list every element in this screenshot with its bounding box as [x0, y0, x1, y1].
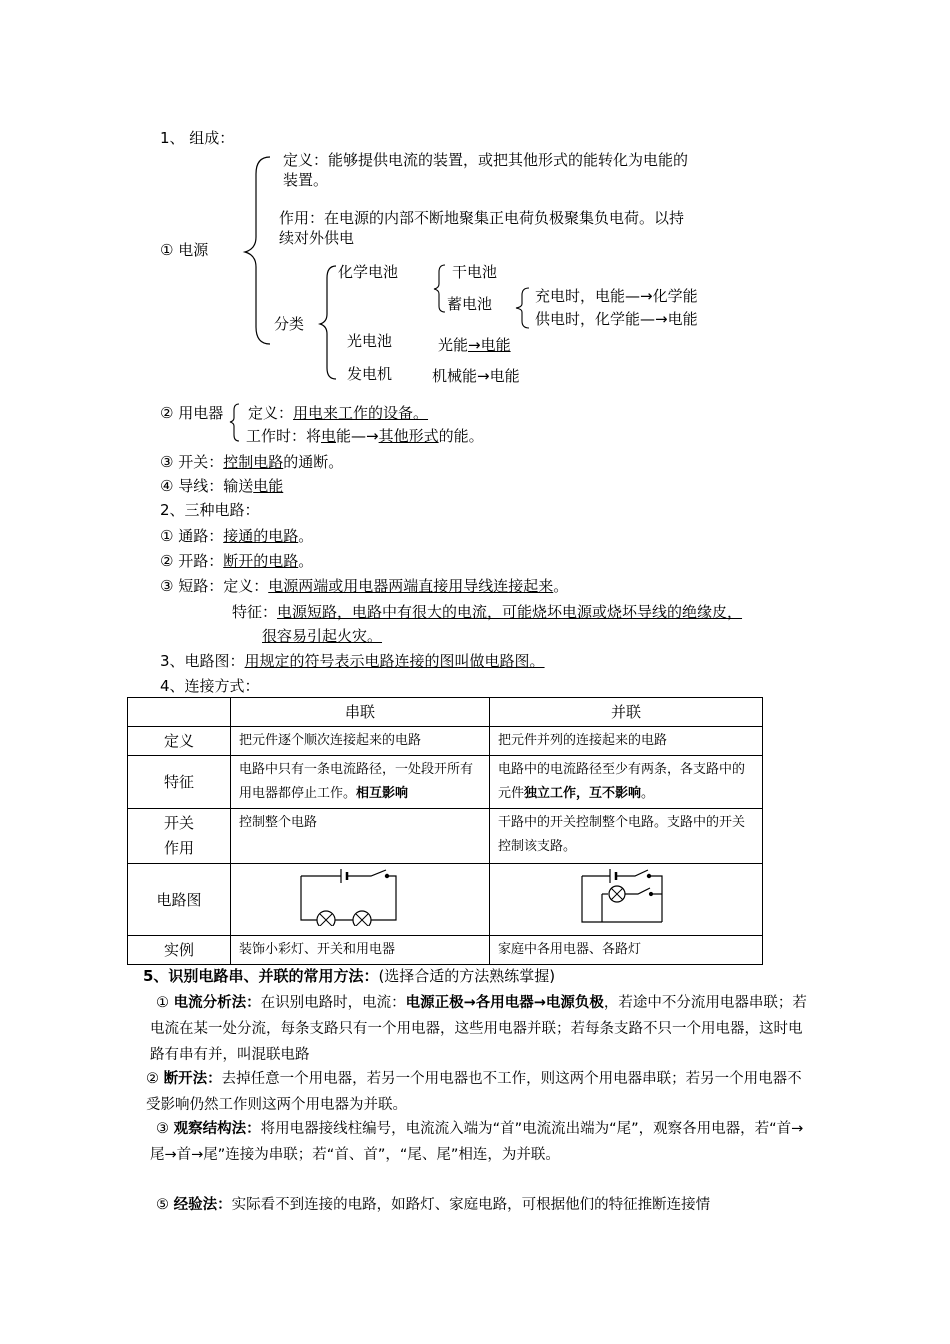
closed-a: ① 通路：: [160, 527, 224, 545]
series-example: 装饰小彩灯、开关和用电器: [231, 936, 490, 965]
m3-name: 观察结构法：: [173, 1121, 261, 1137]
appliance-def: [248, 403, 428, 423]
section-4-title: 4、连接方式：: [160, 677, 260, 695]
dry-battery: 干电池: [452, 263, 498, 281]
m5-text: 实际看不到连接的电路，如路灯、家庭电路，可根据他们的特征推断连接情: [231, 1197, 711, 1213]
charge-conversion: 充电时，电能—→化学能: [535, 287, 698, 305]
class-label: 分类: [274, 315, 305, 333]
generator: 发电机: [347, 365, 393, 383]
series-switch: 控制整个电路: [231, 809, 490, 864]
series-feat-bold: 相互影响: [356, 786, 409, 801]
short-circuit: [160, 576, 568, 596]
series-diagram-cell: [231, 864, 490, 936]
photo-cell: 光电池: [347, 332, 393, 350]
appliance-def-b: 用电来工作的设备。: [293, 404, 429, 422]
parallel-example: 家庭中各用电器、各路灯: [490, 936, 763, 965]
storage-battery: 蓄电池: [447, 295, 493, 313]
switch-label-1: 开关: [163, 814, 194, 832]
feat-c: 很容易引起火灾。: [262, 627, 383, 645]
appliance-work-b: 电: [321, 427, 337, 445]
method-1: [150, 990, 810, 1068]
wire-a: ④ 导线：输送: [160, 477, 254, 495]
switch-line: [160, 452, 343, 472]
appliance-work-a: 工作时：将: [246, 427, 322, 445]
series-feat-text: 电路中只有一条电流路径，一处段开所有用电器都停止工作。: [239, 762, 474, 801]
m2-text: 去掉任意一个用电器，若另一个用电器也不工作，则这两个用电器串联；若另一个用电器不受影响仍然工作则这两个用电器为并联。: [146, 1071, 802, 1113]
appliance-brace: [228, 402, 242, 444]
m1-b: ，若途中不分流用电器串联；若电流在某一处分流，每条支路只有一个用电器，这些用电器并联；若每条支路不只一个用电器，这时电路有串有并，叫混联电路: [150, 995, 807, 1063]
row-label-example: 实例: [128, 936, 231, 965]
parallel-feat-text: 电路中的电流路径至少有两条，各支路中的元件: [498, 762, 746, 801]
short-a: ③ 短路：定义：: [160, 577, 269, 595]
m1-name: 电流分析法：: [173, 995, 261, 1011]
parallel-circuit-diagram: [490, 864, 760, 926]
section-2-title: 2、三种电路：: [160, 501, 260, 519]
row-label-def: 定义: [128, 727, 231, 756]
open-c: 。: [298, 552, 314, 570]
table-corner: [128, 698, 231, 727]
open-b: 断开的电路: [223, 552, 299, 570]
short-feature: [232, 602, 742, 622]
power-func-line1: 作用：在电源的内部不断地聚集正电荷负极聚集负电荷。以持: [279, 209, 685, 227]
photo-conv-b: →电能: [468, 336, 511, 354]
head-series: 串联: [231, 698, 490, 727]
series-circuit-diagram: [231, 864, 489, 926]
parallel-switch: 干路中的开关控制整个电路。支路中的开关控制该支路。: [490, 809, 763, 864]
wire-line: [160, 476, 283, 496]
closed-circuit: [160, 526, 313, 546]
m3-text: 将用电器接线柱编号，电流流入端为“首”电流流出端为“尾”，观察各用电器，若“首→尾→首→尾”连接为串联；若“首、首”，“尾、尾”相连，为并联。: [150, 1121, 804, 1163]
short-c: 。: [553, 577, 569, 595]
series-def: 把元件逐个顺次连接起来的电路: [231, 727, 490, 756]
chem-battery: 化学电池: [338, 263, 399, 281]
switch-b: 控制电路: [223, 453, 284, 471]
power-func-line2: 续对外供电: [279, 229, 355, 247]
row-label-switch: [128, 809, 231, 864]
parallel-feat: [490, 756, 763, 809]
appliance-def-a: 定义：: [248, 404, 294, 422]
supply-conversion: 供电时，化学能—→电能: [535, 310, 698, 328]
m3-num: ③: [156, 1121, 169, 1137]
photo-conversion: [438, 335, 511, 355]
switch-label-2: 作用: [163, 839, 194, 857]
short-feature-cont: [262, 626, 382, 646]
parallel-feat-end: 。: [641, 786, 655, 801]
s3-a: 3、电路图：: [160, 652, 245, 670]
power-brace: [240, 152, 280, 382]
s5-title-bold: 5、识别电路串、并联的常用方法：: [143, 967, 379, 985]
switch-a: ③ 开关：: [160, 453, 224, 471]
open-a: ② 开路：: [160, 552, 224, 570]
m5-num: ⑤: [156, 1197, 169, 1213]
m1-path: 电源正极→各用电器→电源负极: [405, 995, 604, 1011]
series-feat: [231, 756, 490, 809]
appliance-work-e: 的能。: [438, 427, 484, 445]
row-label-diagram: 电路图: [128, 864, 231, 936]
section-3: [160, 651, 545, 671]
appliance-work: [246, 426, 484, 446]
parallel-diagram-cell: [490, 864, 763, 936]
photo-conv-a: 光能: [438, 336, 469, 354]
class-brace: [318, 262, 340, 384]
method-5: [150, 1192, 810, 1218]
power-def-line2: 装置。: [283, 171, 329, 189]
m2-name: 断开法：: [163, 1071, 222, 1087]
chem-brace: [432, 262, 448, 314]
section-1-title: 1、 组成：: [160, 129, 235, 147]
section-5-title: [143, 966, 555, 986]
wire-b: 电能: [253, 477, 284, 495]
appliance-work-c: 能—→: [336, 427, 379, 445]
generator-conversion: 机械能→电能: [432, 367, 520, 385]
appliance-label: ② 用电器: [160, 404, 224, 422]
feat-a: 特征：: [232, 603, 278, 621]
m1-a: 在识别电路时，电流：: [260, 995, 406, 1011]
m2-num: ②: [146, 1071, 159, 1087]
open-circuit: [160, 551, 313, 571]
method-2: [146, 1066, 806, 1118]
storage-brace: [514, 285, 532, 331]
feat-b: 电源短路，电路中有很大的电流，可能烧坏电源或烧坏导线的绝缘皮，: [277, 603, 743, 621]
closed-c: 。: [298, 527, 314, 545]
closed-b: 接通的电路: [223, 527, 299, 545]
power-label: ① 电源: [160, 241, 209, 259]
parallel-feat-bold: 独立工作，互不影响: [524, 786, 642, 801]
appliance-work-d: 其他形式: [378, 427, 439, 445]
row-label-feat: 特征: [128, 756, 231, 809]
power-def-line1: 定义：能够提供电流的装置，或把其他形式的能转化为电能的: [283, 151, 689, 169]
switch-c: 的通断。: [283, 453, 344, 471]
connection-table: [127, 697, 763, 965]
m1-num: ①: [156, 995, 169, 1011]
s3-b: 用规定的符号表示电路连接的图叫做电路图。: [244, 652, 545, 670]
s5-title-rest: (选择合适的方法熟练掌握): [378, 967, 556, 985]
parallel-def: 把元件并列的连接起来的电路: [490, 727, 763, 756]
short-b: 电源两端或用电器两端直接用导线连接起来: [268, 577, 554, 595]
m5-name: 经验法：: [173, 1197, 232, 1213]
head-parallel: 并联: [490, 698, 763, 727]
method-3: [150, 1116, 810, 1168]
